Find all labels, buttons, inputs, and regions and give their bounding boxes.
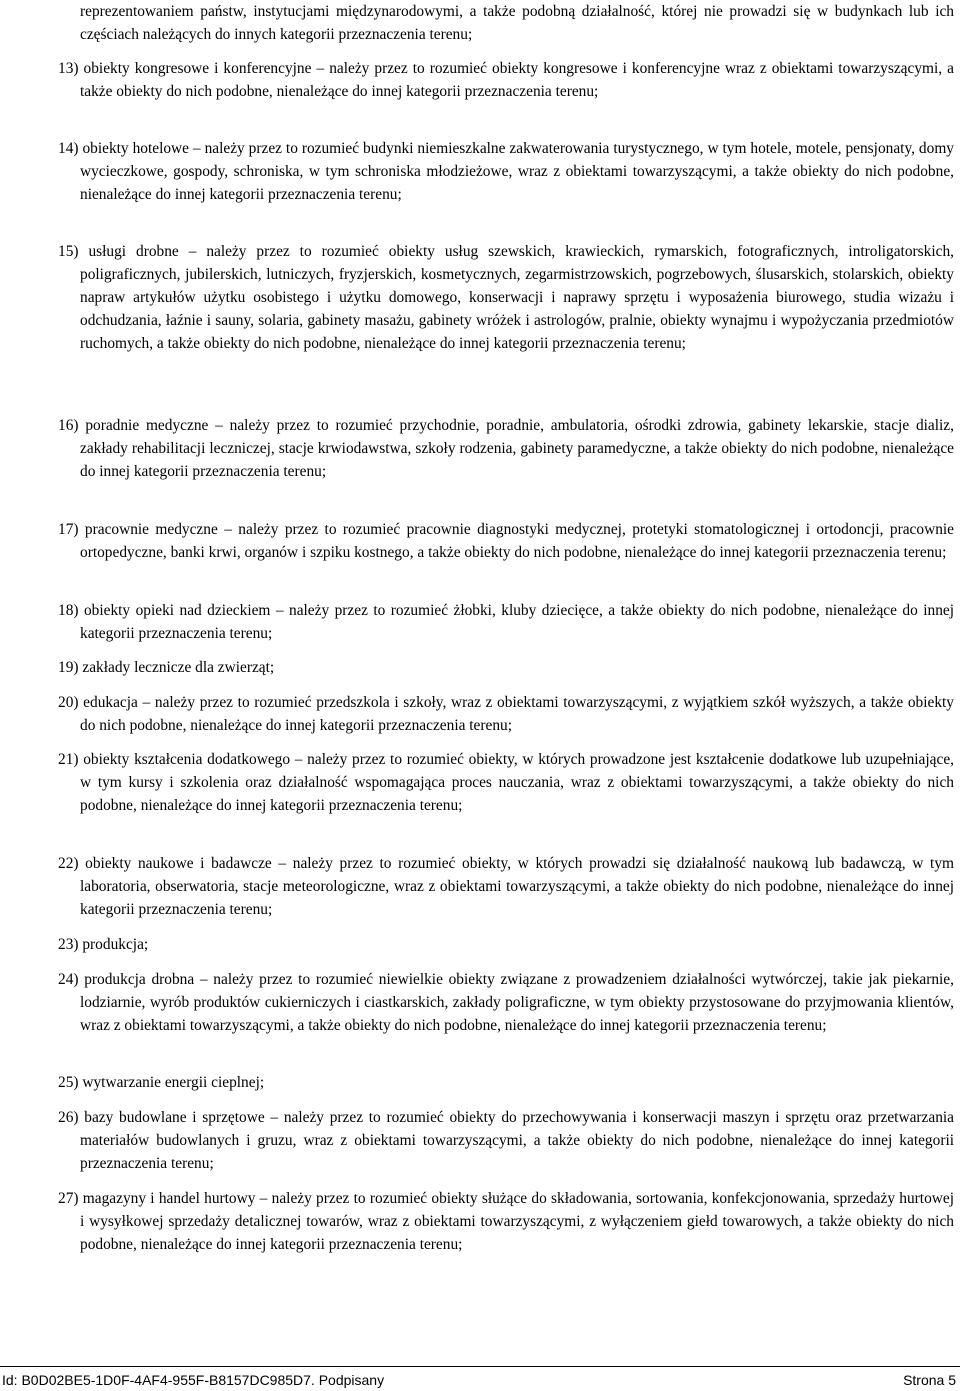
definition-item-25: 25) wytwarzanie energii cieplnej; (58, 1074, 265, 1091)
definition-item-17: 17) pracownie medyczne – należy przez to rozumieć pracownie diagnostyki medycznej, protetyki stomatologicznej i ortodoncji, pracownie ortopedyczne, banki krwi, organów i szpiku kostnego, a także obiekty do nich podobne, nienależące do innej kategorii przeznaczenia terenu; (58, 521, 954, 562)
definition-item-19: 19) zakłady lecznicze dla zwierząt; (58, 659, 275, 676)
footer-divider (0, 1366, 960, 1367)
definition-item-21: 21) obiekty kształcenia dodatkowego – należy przez to rozumieć obiekty, w których prowadzone jest kształcenie dodatkowe lub uzupełniające, w tym kursy i szkolenia oraz działalność wspomagająca proces nauczania, wraz z obiektami towarzyszącymi, a także obiekty do nich podobne, nienależące do innej kategorii przeznaczenia terenu; (58, 751, 954, 815)
document-id-footer: Id: B0D02BE5-1D0F-4AF4-955F-B8157DC985D7. Podpisany (2, 1372, 385, 1388)
page-number: Strona 5 (903, 1372, 956, 1388)
definition-item-27: 27) magazyny i handel hurtowy – należy przez to rozumieć obiekty służące do składowania, sortowania, konfekcjonowania, sprzedaży hurtowej i wysyłkowej sprzedaży detalicznej towarów, wraz z obiektami towarzyszącymi, z wyłączeniem giełd towarowych, a także obiekty do nich podobne, nienależące do innej kategorii przeznaczenia terenu; (58, 1190, 954, 1254)
definition-item-20: 20) edukacja – należy przez to rozumieć przedszkola i szkoły, wraz z obiektami towarzyszącymi, z wyjątkiem szkół wyższych, a także obiekty do nich podobne, nienależące do innej kategorii przeznaczenia terenu; (58, 694, 954, 735)
definition-item-16: 16) poradnie medyczne – należy przez to rozumieć przychodnie, poradnie, ambulatoria, ośrodki zdrowia, gabinety lekarskie, stacje dializ, zakłady rehabilitacji leczniczej, stacje krwiodawstwa, szkoły rodzenia, gabinety paramedyczne, a także obiekty do nich podobne, nienależące do innej kategorii przeznaczenia terenu; (58, 417, 954, 481)
continuation-paragraph: reprezentowaniem państw, instytucjami międzynarodowymi, a także podobną działalność, której nie prowadzi się w budynkach lub ich częściach należących do innych kategorii przeznaczenia terenu; (80, 3, 954, 44)
definition-item-26: 26) bazy budowlane i sprzętowe – należy przez to rozumieć obiekty do przechowywania i konserwacji maszyn i sprzętu oraz przetwarzania materiałów budowlanych i gruzu, wraz z obiektami towarzyszącymi, a także obiekty do nich podobne, nienależące do innej kategorii przeznaczenia terenu; (58, 1109, 954, 1173)
definition-item-24: 24) produkcja drobna – należy przez to rozumieć niewielkie obiekty związane z prowadzeniem działalności wytwórczej, takie jak piekarnie, lodziarnie, wyrób produktów cukierniczych i ciastkarskich, zakłady poligraficzne, w tym obiekty przystosowane do przyjmowania klientów, wraz z obiektami towarzyszącymi, a także obiekty do nich podobne, nienależące do innej kategorii przeznaczenia terenu; (58, 971, 954, 1035)
definition-item-22: 22) obiekty naukowe i badawcze – należy przez to rozumieć obiekty, w których prowadzi się działalność naukową lub badawczą, w tym laboratoria, obserwatoria, stacje meteorologiczne, wraz z obiektami towarzyszącymi, a także obiekty do nich podobne, nienależące do innej kategorii przeznaczenia terenu; (58, 855, 954, 919)
definition-item-23: 23) produkcja; (58, 936, 149, 953)
definition-item-18: 18) obiekty opieki nad dzieckiem – należy przez to rozumieć żłobki, kluby dziecięce, a także obiekty do nich podobne, nienależące do innej kategorii przeznaczenia terenu; (58, 602, 954, 643)
definition-item-13: 13) obiekty kongresowe i konferencyjne – należy przez to rozumieć obiekty kongresowe i konferencyjne wraz z obiektami towarzyszącymi, a także obiekty do nich podobne, nienależące do innej kategorii przeznaczenia terenu; (58, 60, 954, 101)
definition-item-14: 14) obiekty hotelowe – należy przez to rozumieć budynki niemieszkalne zakwaterowania turystycznego, w tym hotele, motele, pensjonaty, domy wycieczkowe, gospody, schroniska, w tym schroniska młodzieżowe, wraz z obiektami towarzyszącymi, a także obiekty do nich podobne, nienależące do innej kategorii przeznaczenia terenu; (58, 140, 954, 204)
definition-item-15: 15) usługi drobne – należy przez to rozumieć obiekty usług szewskich, krawieckich, rymarskich, fotograficznych, introligatorskich, poligraficznych, jubilerskich, lutniczych, fryzjerskich, kosmetycznych, zegarmistrzowskich, pogrzebowych, ślusarskich, stolarskich, obiekty napraw artykułów użytku osobistego i użytku domowego, konserwacji i naprawy sprzętu i wyposażenia biurowego, studia wizażu i odchudzania, łaźnie i sauny, solaria, gabinety masażu, gabinety wróżek i astrologów, pralnie, obiekty wynajmu i wypożyczania przedmiotów ruchomych, a także obiekty do nich podobne, nienależące do innej kategorii przeznaczenia terenu; (58, 243, 954, 353)
